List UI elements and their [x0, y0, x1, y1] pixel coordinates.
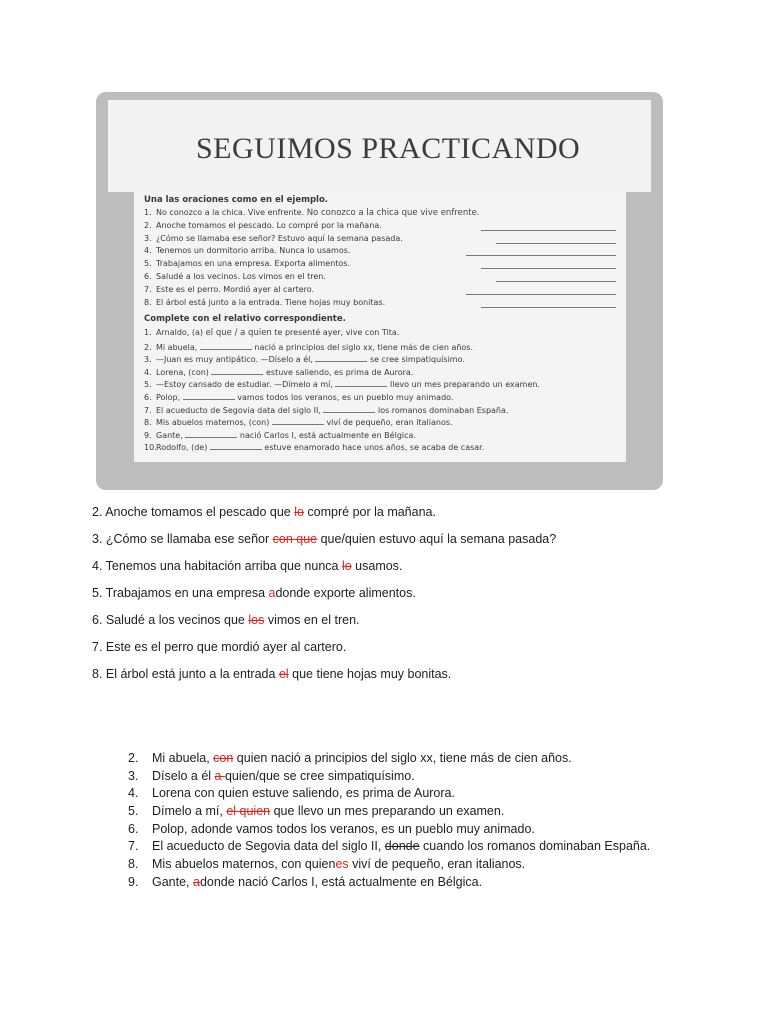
answer-text: Mis abuelos maternos, con quien: [152, 857, 336, 872]
exercise-text: ¿Cómo se llamaba ese señor? Estuvo aquí la semana pasada.: [156, 233, 403, 243]
title-panel: [108, 100, 651, 192]
section1-heading: Una las oraciones como en el ejemplo.: [144, 195, 329, 205]
list-item: [128, 786, 688, 804]
exercise-text-before: El acueducto de Segovia data del siglo II,: [156, 405, 324, 415]
answer-blank: [466, 255, 616, 256]
list-text: [152, 857, 525, 871]
list-number: 7.: [128, 839, 139, 854]
exercise-text: Tenemos un dormitorio arriba. Nunca lo usamos.: [156, 246, 351, 256]
list-item: [128, 804, 688, 822]
answer-text: 6. Saludé a los vecinos que: [92, 613, 249, 627]
answers-section-1: [92, 505, 732, 694]
exercise-text-before: Arnaldo, (a): [156, 328, 206, 337]
struck-correction: con: [213, 751, 234, 765]
list-item: [128, 751, 688, 769]
exercise-number: 3.: [144, 233, 152, 243]
list-text: [152, 804, 504, 818]
list-number: 9.: [128, 874, 139, 889]
exercise-row: [144, 353, 620, 365]
answer-text: 7. Este es el perro que mordió ayer al cartero.: [92, 640, 347, 654]
exercise-row: [144, 221, 620, 233]
list-item: [128, 822, 688, 840]
exercise-row: [144, 378, 620, 390]
exercise-text-after: nació a principios del siglo xx, tiene más de cien años.: [251, 342, 474, 352]
exercise-text-after: los romanos dominaban España.: [375, 405, 509, 415]
answer-text: quien nació a principios del siglo xx, tiene más de cien años.: [233, 751, 572, 765]
exercise-row: [144, 208, 620, 220]
worksheet-page: [134, 192, 626, 462]
exercise-text-after: estuve saliendo, es prima de Aurora.: [263, 367, 414, 377]
list-text: [152, 786, 455, 800]
answer-blank: [466, 294, 616, 295]
struck-word: donde: [384, 839, 420, 854]
struck-correction: a: [214, 768, 225, 783]
answer-line: [92, 586, 732, 613]
exercise-row: [144, 341, 620, 353]
exercise-number: 4.: [144, 367, 152, 377]
exercise-number: 1.: [144, 328, 152, 337]
answer-blank: [335, 378, 387, 387]
answer-line: [92, 667, 732, 694]
struck-correction: con que: [272, 532, 318, 546]
answer-blank: [481, 230, 616, 231]
exercise-text: Anoche tomamos el pescado. Lo compré por la mañana.: [156, 220, 382, 230]
answers-section-2: [128, 751, 688, 893]
exercise-row: [144, 259, 620, 271]
exercise-row: [144, 404, 620, 416]
exercise-text-after: estuve enamorado hace unos años, se acaba de casar.: [261, 443, 485, 453]
list-item: [128, 839, 688, 857]
answer-blank: [315, 353, 367, 362]
struck-correction: lo: [294, 505, 304, 519]
exercise-number: 7.: [144, 405, 152, 415]
answer-blank: [496, 243, 616, 244]
exercise-number: 6.: [144, 272, 152, 281]
list-text: [152, 769, 415, 783]
answer-text: que tiene hojas muy bonitas.: [288, 667, 452, 681]
exercise-text: Este es el perro. Mordió ayer al cartero.: [156, 284, 315, 294]
exercise-number: 4.: [144, 246, 152, 256]
exercise-row: [144, 246, 620, 258]
exercise-number: 7.: [144, 284, 152, 294]
exercise-row: [144, 234, 620, 246]
list-number: 6.: [128, 821, 139, 836]
exercise-text-before: —Juan es muy antipático. —Díselo a él,: [156, 355, 316, 365]
list-text: [152, 751, 572, 765]
list-number: 4.: [128, 786, 139, 801]
answer-text: 3. ¿Cómo se llamaba ese señor: [92, 532, 273, 546]
answer-text: Polop, adonde vamos todos los veranos, es un pueblo muy animado.: [152, 821, 535, 836]
handwritten-answer: No conozco a la chica que vive enfrente.: [306, 208, 480, 218]
answer-line: [92, 613, 732, 640]
exercise-row: [144, 328, 620, 340]
list-number: 3.: [128, 768, 139, 783]
exercise-row: [144, 429, 620, 441]
exercise-text-after: viví de pequeño, eran italianos.: [323, 418, 453, 428]
exercise-text-before: Rodolfo, (de): [156, 443, 210, 453]
exercise-text: Saludé a los vecinos. Los vimos en el tren.: [156, 272, 326, 281]
exercise-number: 8.: [144, 297, 152, 307]
struck-correction: a: [193, 874, 200, 889]
exercise-text-before: Gante,: [156, 430, 186, 440]
answer-blank: [200, 341, 252, 350]
answer-text: que llevo un mes preparando un examen.: [270, 804, 505, 819]
answer-text: El acueducto de Segovia data del siglo II,: [152, 839, 385, 854]
list-number: 5.: [128, 804, 139, 819]
answer-blank: [481, 268, 616, 269]
answer-blank: [496, 281, 616, 282]
exercise-row: [144, 298, 620, 310]
list-text: [152, 875, 482, 889]
answer-text: Dímelo a mí,: [152, 804, 227, 819]
list-item: [128, 875, 688, 893]
exercise-text-before: Lorena, (con): [156, 367, 212, 377]
answer-text: Lorena con quien estuve saliendo, es prima de Aurora.: [152, 786, 455, 801]
answer-text: vimos en el tren.: [264, 613, 360, 627]
answer-line: [92, 559, 732, 586]
struck-correction: lo: [341, 559, 352, 573]
exercise-number: 2.: [144, 220, 152, 230]
exercise-number: 10.: [144, 443, 157, 453]
answer-text: 4. Tenemos una habitación arriba que nunca: [92, 559, 342, 573]
answer-text: donde nació Carlos I, está actualmente en Bélgica.: [199, 874, 483, 889]
exercise-number: 5.: [144, 380, 152, 390]
exercise-text-before: —Estoy cansado de estudiar. —Dímelo a mí,: [156, 380, 336, 390]
exercise-text: No conozco a la chica. Vive enfrente.: [156, 208, 307, 217]
list-item: [128, 857, 688, 875]
exercise-text-after: se cree simpatiquísimo.: [367, 355, 465, 365]
handwritten-answer: el que / a quien: [205, 328, 272, 338]
exercise-number: 3.: [144, 355, 152, 365]
exercise-number: 5.: [144, 259, 152, 269]
answer-text: usamos.: [351, 559, 403, 573]
exercise-text-before: Polop,: [156, 393, 183, 402]
list-text: [152, 839, 650, 853]
answer-text: donde exporte alimentos.: [275, 586, 416, 600]
exercise-number: 6.: [144, 393, 152, 402]
exercise-number: 1.: [144, 208, 152, 217]
exercise-row: [144, 285, 620, 297]
answer-text: Mi abuela,: [152, 751, 214, 765]
exercise-text-before: Mi abuela,: [156, 342, 200, 352]
exercise-row: [144, 441, 620, 453]
answer-text: quien/que se cree simpatiquísimo.: [224, 768, 415, 783]
exercise-number: 9.: [144, 430, 152, 440]
struck-correction: el quien: [226, 804, 271, 819]
answer-text: 5. Trabajamos en una empresa: [92, 586, 269, 600]
exercise-text-after: llevo un mes preparando un examen.: [387, 380, 540, 390]
answer-blank: [272, 416, 324, 425]
answer-text: cuando los romanos dominaban España.: [419, 839, 651, 854]
answer-blank: [323, 404, 375, 413]
answer-line: [92, 505, 732, 532]
exercise-text-after: te presenté ayer, vive con Tita.: [271, 328, 400, 337]
answer-blank: [185, 429, 237, 438]
struck-correction: los: [248, 613, 265, 627]
answer-text: Díselo a él: [152, 768, 215, 783]
answer-text: 2. Anoche tomamos el pescado que: [92, 505, 295, 519]
inserted-correction: a: [268, 586, 276, 600]
struck-correction: el: [278, 667, 289, 681]
exercise-text: Trabajamos en una empresa. Exporta alimentos.: [156, 259, 351, 269]
list-number: 8.: [128, 857, 139, 872]
answer-line: [92, 532, 732, 559]
worksheet-title: SEGUIMOS PRACTICANDO: [196, 132, 581, 165]
list-item: [128, 769, 688, 787]
exercise-row: [144, 272, 620, 284]
worksheet-photo: [96, 92, 663, 490]
exercise-row: [144, 366, 620, 378]
list-text: [152, 822, 535, 836]
section2-heading: Complete con el relativo correspondiente.: [144, 314, 346, 324]
answer-blank: [211, 366, 263, 375]
answer-blank: [183, 391, 235, 400]
exercise-text-after: vamos todos los veranos, es un pueblo muy animado.: [234, 393, 454, 402]
answer-text: 8. El árbol está junto a la entrada: [92, 667, 279, 681]
exercise-row: [144, 416, 620, 428]
exercise-text-before: Mis abuelos maternos, (con): [156, 418, 272, 428]
exercise-text-after: nació Carlos I, está actualmente en Bélgica.: [237, 430, 416, 440]
answer-text: viví de pequeño, eran italianos.: [348, 857, 526, 872]
exercise-text: El árbol está junto a la entrada. Tiene hojas muy bonitas.: [156, 297, 386, 307]
answer-text: compré por la mañana.: [303, 505, 436, 519]
answer-blank: [481, 307, 616, 308]
inserted-correction: es: [335, 857, 349, 872]
answer-text: que/quien estuvo aquí la semana pasada?: [317, 532, 557, 546]
exercise-number: 8.: [144, 418, 152, 428]
answer-text: Gante,: [152, 874, 193, 889]
exercise-row: [144, 391, 620, 403]
answer-line: [92, 640, 732, 667]
answer-blank: [210, 441, 262, 450]
list-number: 2.: [128, 751, 139, 765]
exercise-number: 2.: [144, 342, 152, 352]
